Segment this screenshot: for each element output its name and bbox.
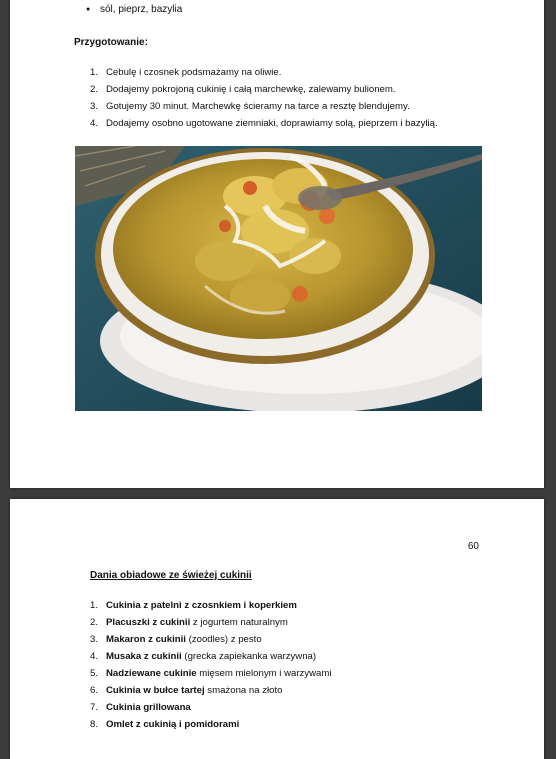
dish-item: 2. Placuszki z cukinii z jogurtem naturalnym xyxy=(90,617,288,628)
section-title: Dania obiadowe ze świeżej cukinii xyxy=(90,570,252,581)
soup-photo xyxy=(75,146,482,411)
step-item: 1. Cebulę i czosnek podsmażamy na oliwie. xyxy=(90,67,282,78)
dish-item: 1. Cukinia z patelni z czosnkiem i koperkiem xyxy=(90,600,297,611)
dish-item: 3. Makaron z cukinii (zoodles) z pesto xyxy=(90,634,262,645)
page-number: 60 xyxy=(467,541,479,552)
document-page-1 xyxy=(10,0,544,488)
ingredient-item: ● sól, pieprz, bazylia xyxy=(86,2,182,18)
preparation-heading: Przygotowanie: xyxy=(74,37,148,48)
step-item: 3. Gotujemy 30 minut. Marchewkę ścieramy na tarce a resztę blendujemy. xyxy=(90,101,410,112)
preparation-steps xyxy=(90,64,438,132)
dish-item: 5. Nadziewane cukinie mięsem mielonym i warzywami xyxy=(90,668,332,679)
dish-item: 8. Omlet z cukinią i pomidorami xyxy=(90,719,240,730)
dishes-list xyxy=(90,597,332,733)
document-page-2 xyxy=(10,499,544,759)
ingredients-list xyxy=(86,0,182,18)
dish-item: 4. Musaka z cukinii (grecka zapiekanka warzywna) xyxy=(90,651,317,662)
step-item: 2. Dodajemy pokrojoną cukinię i całą marchewkę, zalewamy bulionem. xyxy=(90,84,396,95)
step-item: 4. Dodajemy osobno ugotowane ziemniaki, doprawiamy solą, pieprzem i bazylią. xyxy=(90,118,438,129)
dish-item: 7. Cukinia grillowana xyxy=(90,702,191,713)
dish-item: 6. Cukinia w bułce tartej smażona na złoto xyxy=(90,685,283,696)
